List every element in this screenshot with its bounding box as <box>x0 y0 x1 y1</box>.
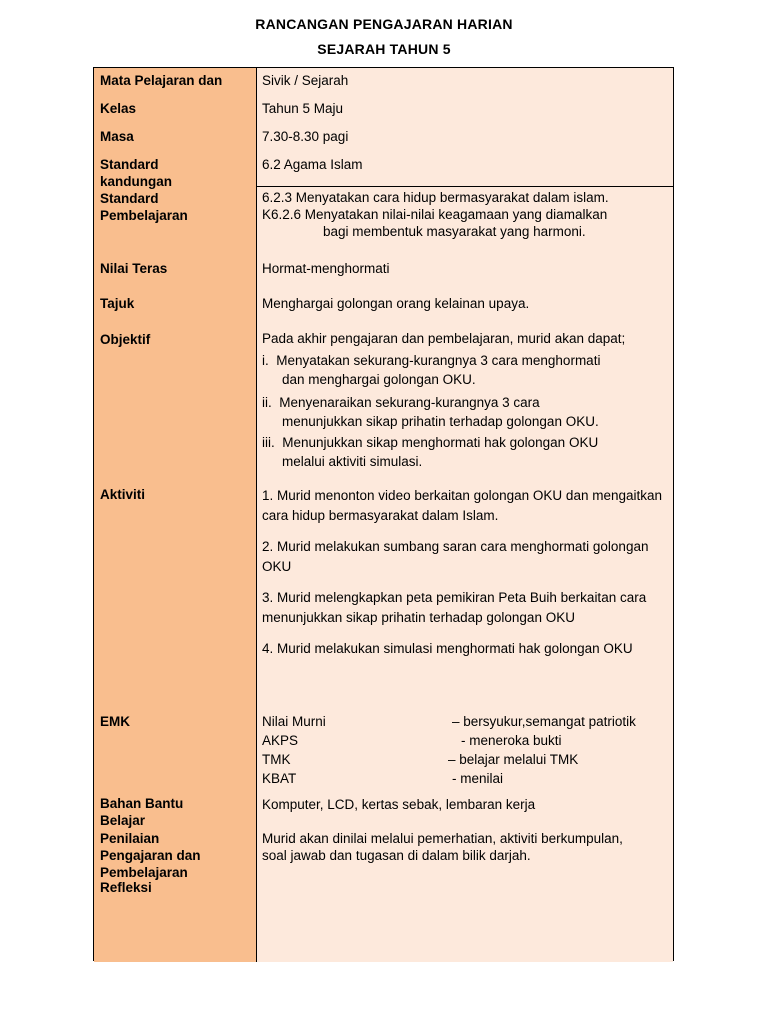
row-refleksi <box>94 880 673 962</box>
objektif-item: iii. Menunjukkan sikap menghormati hak golongan OKU melalui aktiviti simulasi. <box>262 435 599 469</box>
aktiviti-item: 4. Murid melakukan simulasi menghormati hak golongan OKU <box>262 641 633 656</box>
row-masa <box>94 124 673 152</box>
label-bahan-bantu: Bahan Bantu Belajar <box>100 796 184 828</box>
pembelajaran-line-2: K6.2.6 Menyatakan nilai-nilai keagamaan yang diamalkan <box>262 207 608 222</box>
row-standard <box>94 152 673 256</box>
aktiviti-item: 1. Murid menonton video berkaitan golongan OKU dan mengaitkan cara hidup bermasyarakat dalam Islam. <box>262 488 663 523</box>
row-penilaian <box>94 831 673 880</box>
emk-content <box>262 713 667 789</box>
label-objektif: Objektif <box>100 332 151 347</box>
document-title: RANCANGAN PENGAJARAN HARIAN <box>255 16 513 32</box>
emk-item: KBAT - menilai <box>262 771 504 786</box>
row-aktiviti <box>94 483 673 710</box>
value-standard-pembelajaran <box>262 189 667 240</box>
lesson-plan-table <box>93 67 674 961</box>
value-mata-pelajaran: Sivik / Sejarah <box>262 73 349 88</box>
row-nilai-teras <box>94 256 673 292</box>
label-standard-kandungan: Standard kandungan <box>100 157 173 189</box>
aktiviti-content <box>262 486 667 659</box>
value-masa: 7.30-8.30 pagi <box>262 129 349 144</box>
value-nilai-teras: Hormat-menghormati <box>262 261 390 276</box>
row-kelas <box>94 96 673 124</box>
label-mata-pelajaran: Mata Pelajaran dan <box>100 73 223 88</box>
label-penilaian: Penilaian Pengajaran dan Pembelajaran <box>100 831 201 880</box>
emk-item: TMK – belajar melalui TMK <box>262 752 579 767</box>
value-standard-kandungan: 6.2 Agama Islam <box>262 157 363 172</box>
emk-item: AKPS - meneroka bukti <box>262 733 562 748</box>
objektif-intro: Pada akhir pengajaran dan pembelajaran, murid akan dapat; <box>262 331 626 346</box>
objektif-content <box>262 331 667 471</box>
row-objektif <box>94 327 673 483</box>
pembelajaran-line-1: 6.2.3 Menyatakan cara hidup bermasyarakat dalam islam. <box>262 190 609 205</box>
objektif-item: ii. Menyenaraikan sekurang-kurangnya 3 cara menunjukkan sikap prihatin terhadap golongan OKU. <box>262 395 599 429</box>
row-bahan-bantu <box>94 797 673 831</box>
objektif-item: i. Menyatakan sekurang-kurangnya 3 cara menghormati dan menghargai golongan OKU. <box>262 353 601 387</box>
value-bahan-bantu: Komputer, LCD, kertas sebak, lembaran kerja <box>262 797 536 812</box>
aktiviti-item: 2. Murid melakukan sumbang saran cara menghormati golongan OKU <box>262 539 649 574</box>
row-mata-pelajaran <box>94 68 673 96</box>
value-tajuk: Menghargai golongan orang kelainan upaya. <box>262 296 530 311</box>
label-kelas: Kelas <box>100 101 137 116</box>
label-refleksi: Refleksi <box>100 880 152 895</box>
label-nilai-teras: Nilai Teras <box>100 261 168 276</box>
label-tajuk: Tajuk <box>100 296 135 311</box>
value-penilaian: Murid akan dinilai melalui pemerhatian, aktiviti berkumpulan, soal jawab dan tugasan di dalam bilik darjah. <box>262 831 623 863</box>
emk-item: Nilai Murni – bersyukur,semangat patriotik <box>262 714 636 729</box>
document-subtitle: SEJARAH TAHUN 5 <box>317 41 451 57</box>
label-masa: Masa <box>100 129 134 144</box>
pembelajaran-line-3: bagi membentuk masyarakat yang harmoni. <box>323 224 586 239</box>
aktiviti-item: 3. Murid melengkapkan peta pemikiran Peta Buih berkaitan cara menunjukkan sikap prihatin terhadap golongan OKU <box>262 590 647 625</box>
value-kelas: Tahun 5 Maju <box>262 101 344 116</box>
label-emk: EMK <box>100 714 130 729</box>
label-aktiviti: Aktiviti <box>100 487 146 502</box>
label-standard-pembelajaran: Standard Pembelajaran <box>100 191 188 223</box>
row-emk <box>94 710 673 797</box>
row-tajuk <box>94 292 673 327</box>
